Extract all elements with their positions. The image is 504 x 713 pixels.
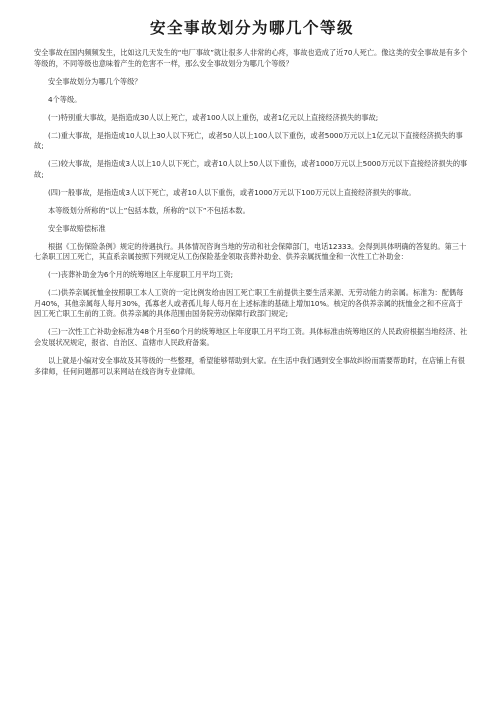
pension-paragraph: (二)供养亲属抚恤金按照职工本人工资的一定比例发给由因工死亡职工生前提供主要生活来源、无劳动能力的亲属。标准为：配偶每月40%，其他亲属每人每月30%，孤寡老人或者孤儿每人每月在上述标准的基础上增加10%。核定的各供养亲属的抚恤金之和不应高于因工死亡职工生前的工资。供养亲属的具体范围由国务院劳动保障行政部门规定; (34, 288, 464, 319)
page-title: 安全事故划分为哪几个等级 (149, 19, 354, 37)
compensation-heading: 安全事故赔偿标准 (48, 223, 106, 233)
definition-note-paragraph: 本等级划分所称的“以上”包括本数，所称的“以下”不包括本数。 (48, 205, 250, 215)
level-4-paragraph: (四)一般事故，是指造成3人以下死亡，或者10人以下重伤，或者1000万元以下100万元以上直接经济损失的事故。 (48, 187, 416, 197)
funeral-subsidy-paragraph: (一)丧葬补助金为6个月的统筹地区上年度职工月平均工资; (48, 270, 234, 280)
level-1-paragraph: (一)特别重大事故，是指造成30人以上死亡，或者100人以上重伤，或者1亿元以上直接经济损失的事故; (48, 112, 379, 122)
level-3-paragraph: (三)较大事故，是指造成3人以上10人以下死亡，或者10人以上50人以下重伤，或者1000万元以上5000万元以下直接经济损失的事故; (34, 159, 468, 179)
question-paragraph: 安全事故划分为哪几个等级？ (48, 76, 142, 86)
closing-paragraph: 以上就是小编对安全事故及其等级的一些整理，希望能够帮助到大家。在生活中我们遇到安全事故纠纷而需要帮助时，在店铺上有很多律师，任何问题都可以来网站在线咨询专业律师。 (34, 355, 465, 376)
intro-paragraph: 安全事故在国内频频发生，比如这几天发生的“电厂事故”就让很多人非常的心疼，事故也造成了近70人死亡。像这类的安全事故是有多个等级的，不同等级也意味着产生的危害不一样，那么安全事故划分为哪几个等级？ (34, 48, 468, 68)
answer-paragraph: 4个等级。 (48, 94, 82, 104)
lump-sum-paragraph: (三)一次性工亡补助金标准为48个月至60个月的统筹地区上年度职工月平均工资。具体标准由统筹地区的人民政府根据当地经济、社会发展状况规定，报省、自治区、直辖市人民政府备案。 (34, 327, 468, 347)
level-2-paragraph: (二)重大事故，是指造成10人以上30人以下死亡，或者50人以上100人以下重伤，或者5000万元以上1亿元以下直接经济损失的事故; (34, 130, 463, 151)
regulation-paragraph: 根据《工伤保险条例》规定的待遇执行。具体情况咨询当地的劳动和社会保障部门，电话12333。会得到具体明确的答复的。第三十七条职工因工死亡，其直系亲属按照下列规定从工伤保险基金领取丧葬补助金、供养亲属抚恤金和一次性工亡补助金： (34, 241, 467, 262)
